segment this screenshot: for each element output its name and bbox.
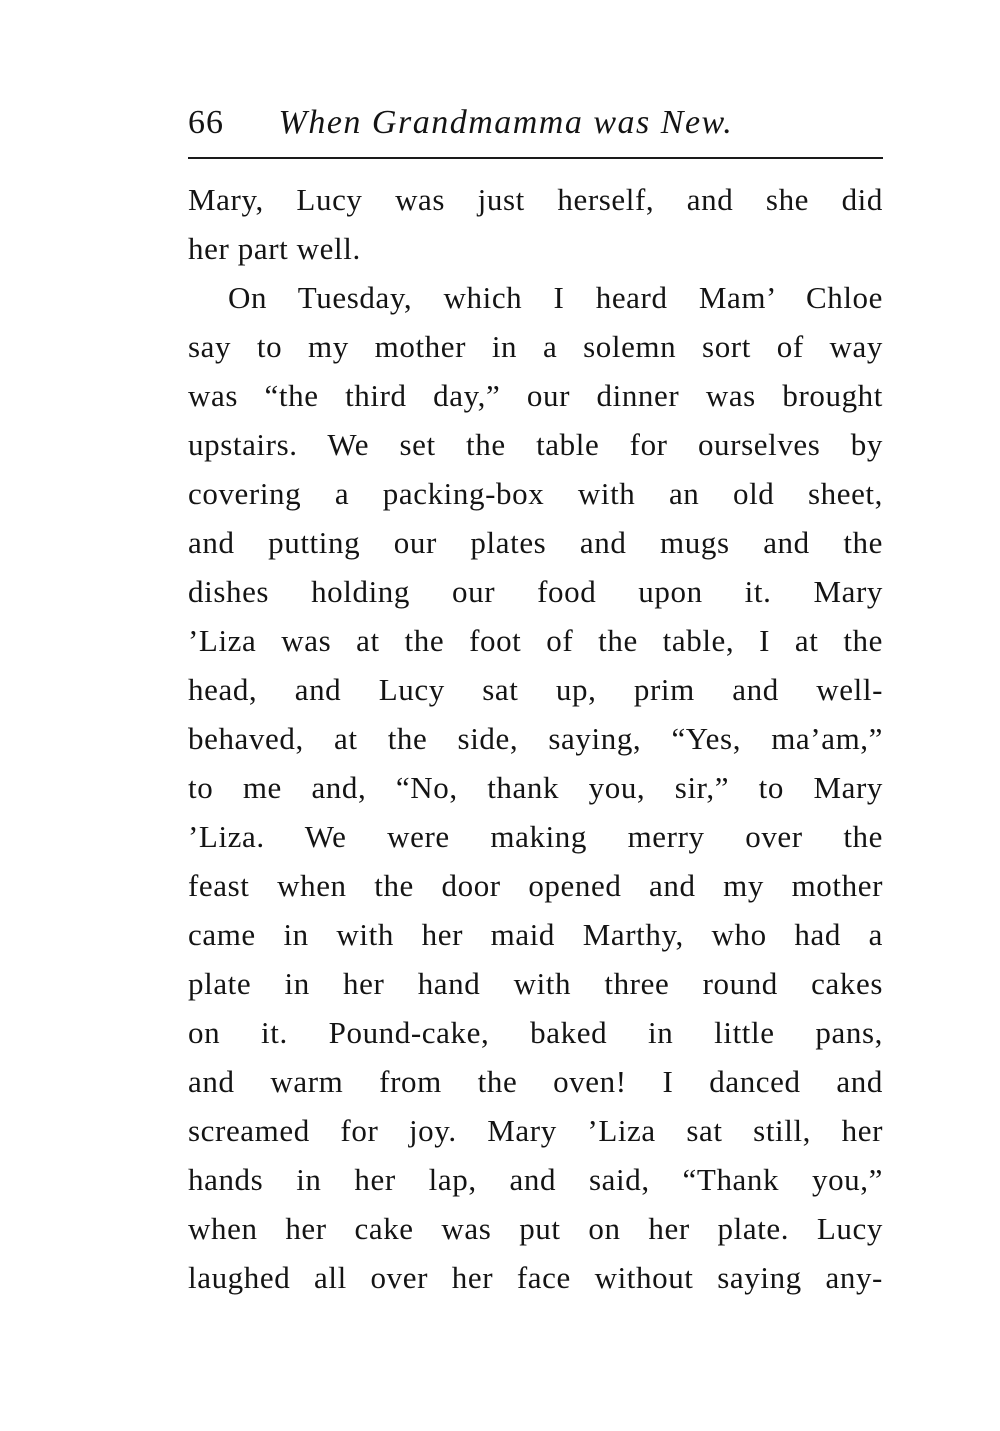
text-line: came in with her maid Marthy, who had a [188, 917, 883, 952]
text-line: covering a packing-box with an old sheet, [188, 476, 883, 511]
header-rule [188, 157, 883, 159]
text-line: was “the third day,” our dinner was brought [188, 378, 883, 413]
text-line: say to my mother in a solemn sort of way [188, 329, 883, 364]
text-line: and putting our plates and mugs and the [188, 525, 883, 560]
text-line: head, and Lucy sat up, prim and well- [188, 672, 883, 707]
text-line: to me and, “No, thank you, sir,” to Mary [188, 770, 883, 805]
text-line: dishes holding our food upon it. Mary [188, 574, 883, 609]
text-line: behaved, at the side, saying, “Yes, ma’am,” [188, 721, 883, 756]
text-line: laughed all over her face without saying any- [188, 1260, 883, 1295]
text-line: and warm from the oven! I danced and [188, 1064, 883, 1099]
text-line: Mary, Lucy was just herself, and she did [188, 182, 883, 217]
text-line: ’Liza. We were making merry over the [188, 819, 883, 854]
text-line: On Tuesday, which I heard Mam’ Chloe [228, 280, 883, 315]
text-line: upstairs. We set the table for ourselves by [188, 427, 883, 462]
text-line: hands in her lap, and said, “Thank you,” [188, 1162, 883, 1197]
text-line: screamed for joy. Mary ’Liza sat still, her [188, 1113, 883, 1148]
text-line: feast when the door opened and my mother [188, 868, 883, 903]
running-title: When Grandmamma was New. [278, 104, 734, 141]
text-line: her part well. [188, 231, 361, 266]
text-line: plate in her hand with three round cakes [188, 966, 883, 1001]
body-text [188, 175, 883, 1302]
text-line: when her cake was put on her plate. Lucy [188, 1211, 883, 1246]
text-line: on it. Pound-cake, baked in little pans, [188, 1015, 883, 1050]
running-head [188, 98, 882, 148]
text-line: ’Liza was at the foot of the table, I at the [188, 623, 883, 658]
page-number: 66 [188, 104, 224, 141]
